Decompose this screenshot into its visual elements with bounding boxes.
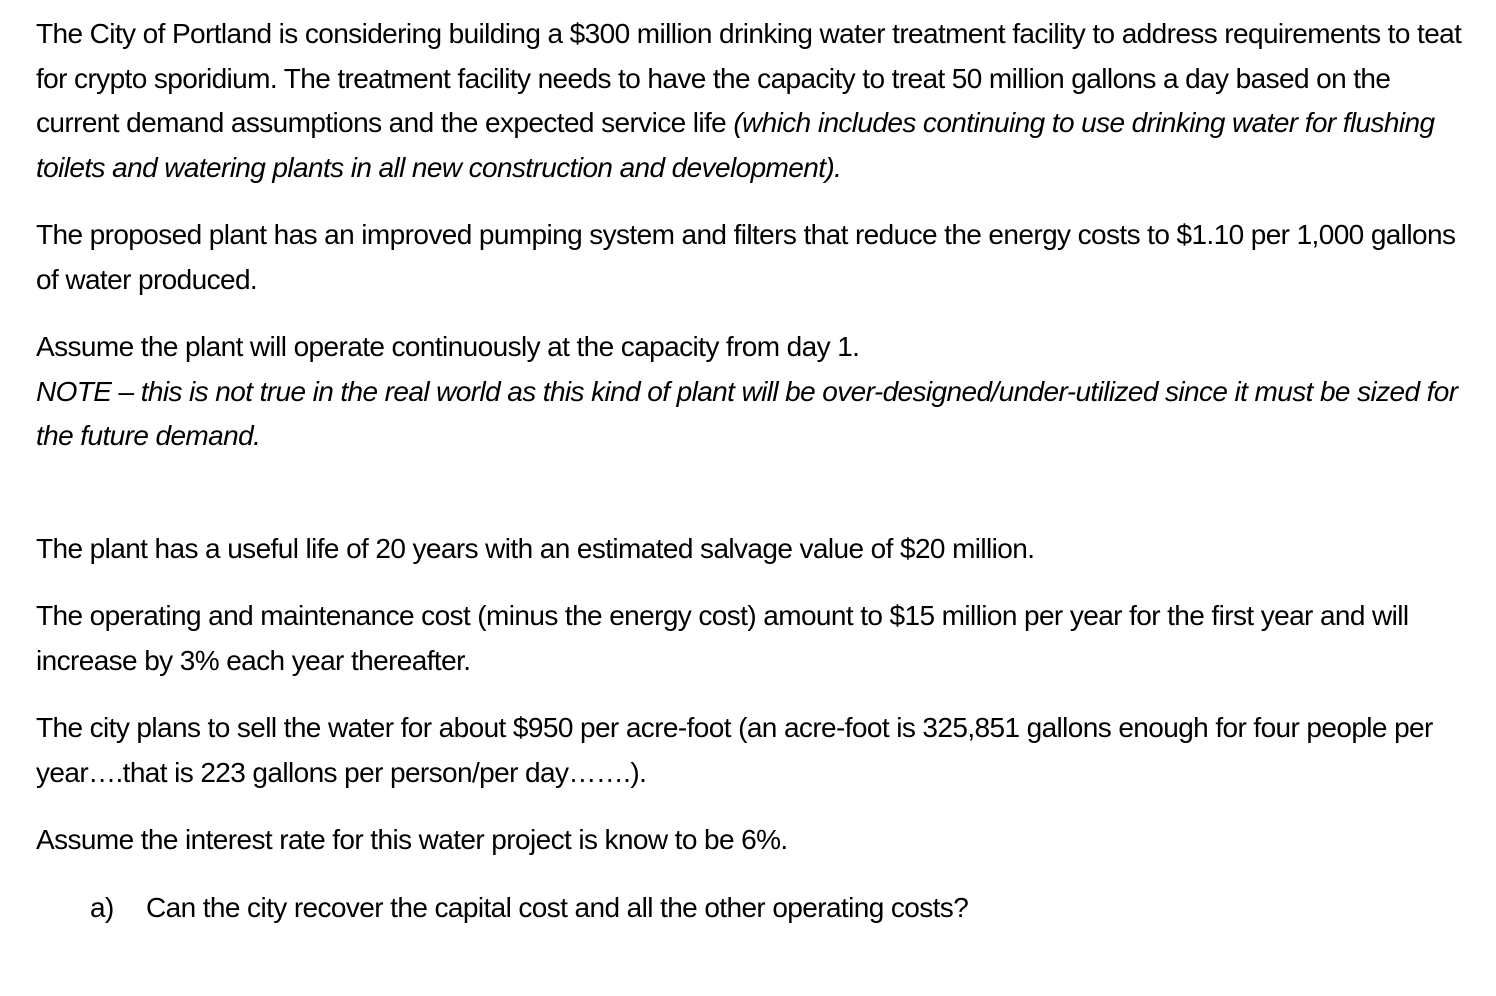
facility-intro-italic-note: (which includes continuing to use drinking water for flushing toilets and watering plants in all new construction and development). bbox=[36, 107, 1435, 183]
paragraph-facility-intro bbox=[36, 12, 1476, 190]
paragraph-useful-life: The plant has a useful life of 20 years with an estimated salvage value of $20 million. bbox=[36, 532, 1035, 564]
question-a bbox=[36, 886, 1476, 931]
paragraph-water-price: The city plans to sell the water for about $950 per acre-foot (an acre-foot is 325,851 gallons enough for four people per year….that is 223 gallons per person/per day…….). bbox=[36, 712, 1433, 788]
operation-assumption-text: Assume the plant will operate continuously at the capacity from day 1. bbox=[36, 331, 860, 362]
question-a-text: Can the city recover the capital cost and all the other operating costs? bbox=[146, 891, 969, 923]
paragraph-operation-assumption bbox=[36, 325, 1476, 459]
paragraph-energy-costs: The proposed plant has an improved pumping system and filters that reduce the energy costs to $1.10 per 1,000 gallons of water produced. bbox=[36, 219, 1456, 295]
facility-intro-text: The City of Portland is considering building a $300 million drinking water treatment facility to address requirements to teat for crypto sporidium. The treatment facility needs to have the capacity to treat 50 million gallons a day based on the current demand assumptions and the expected service life bbox=[36, 18, 1462, 138]
paragraph-om-cost: The operating and maintenance cost (minus the energy cost) amount to $15 million per year for the first year and will increase by 3% each year thereafter. bbox=[36, 600, 1409, 676]
paragraph-interest-rate: Assume the interest rate for this water project is know to be 6%. bbox=[36, 824, 788, 855]
operation-assumption-note: NOTE – this is not true in the real world as this kind of plant will be over-designed/under-utilized since it must be sized for the future demand. bbox=[36, 375, 1458, 451]
question-a-marker: a) bbox=[90, 891, 114, 923]
document-body bbox=[36, 12, 1476, 930]
